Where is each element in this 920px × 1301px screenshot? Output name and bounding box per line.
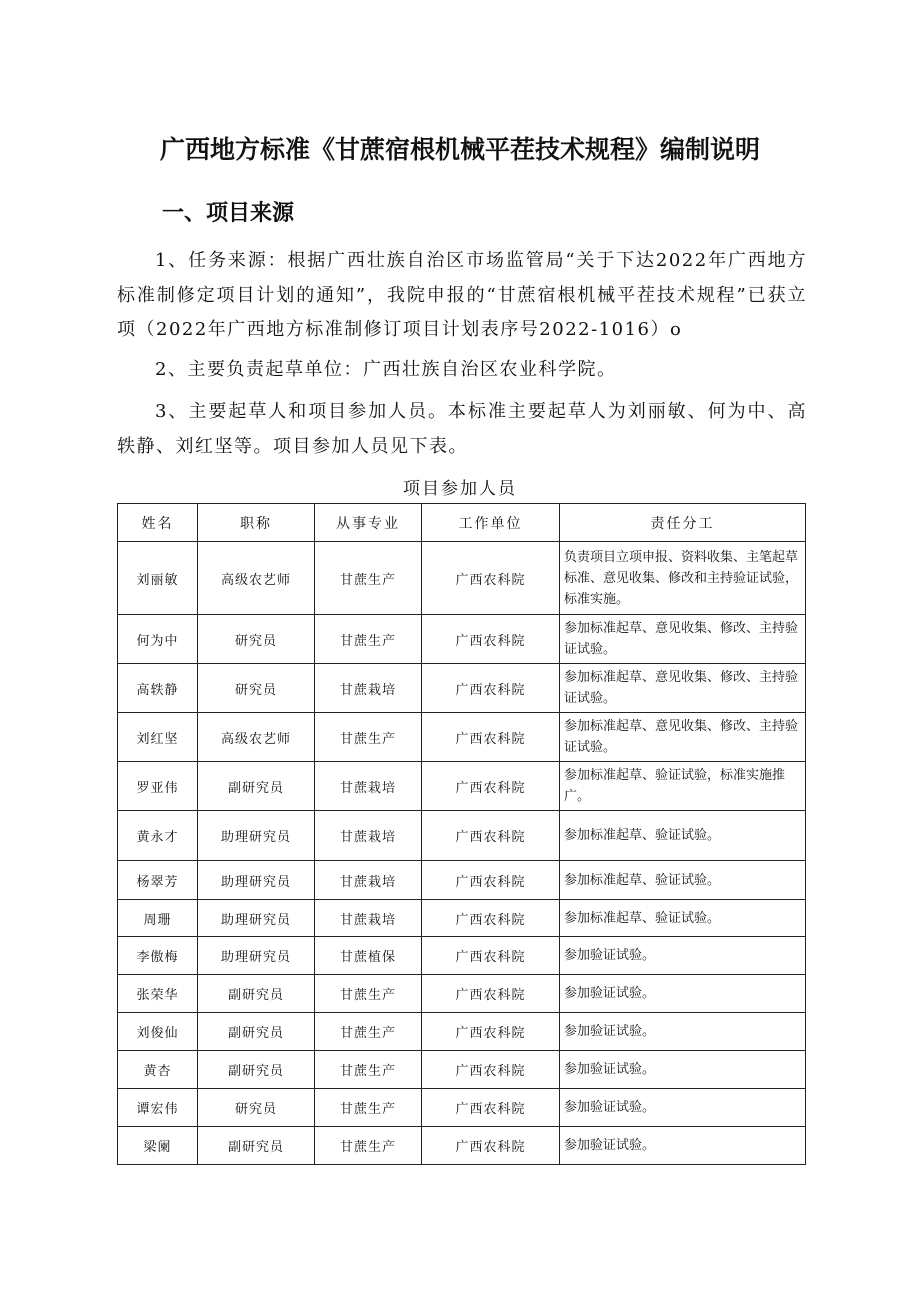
cell-major: 甘蔗生产	[315, 713, 422, 762]
cell-duty: 参加验证试验。	[560, 1127, 806, 1165]
header-name: 姓名	[118, 504, 198, 542]
cell-major: 甘蔗栽培	[315, 664, 422, 713]
cell-name: 张荣华	[118, 975, 198, 1013]
cell-title: 研究员	[198, 615, 315, 664]
cell-duty: 参加验证试验。	[560, 937, 806, 975]
cell-title: 助理研究员	[198, 937, 315, 975]
cell-title: 高级农艺师	[198, 542, 315, 615]
header-unit: 工作单位	[422, 504, 560, 542]
document-title: 广西地方标准《甘蔗宿根机械平茬技术规程》编制说明	[159, 135, 760, 164]
cell-unit: 广西农科院	[422, 1051, 560, 1089]
header-duty: 责任分工	[560, 504, 806, 542]
participants-table	[117, 503, 806, 1165]
table-row	[118, 1013, 806, 1051]
cell-major: 甘蔗栽培	[315, 811, 422, 861]
cell-name: 李傲梅	[118, 937, 198, 975]
cell-unit: 广西农科院	[422, 762, 560, 811]
cell-unit: 广西农科院	[422, 937, 560, 975]
cell-unit: 广西农科院	[422, 542, 560, 615]
cell-title: 研究员	[198, 664, 315, 713]
cell-unit: 广西农科院	[422, 615, 560, 664]
cell-unit: 广西农科院	[422, 713, 560, 762]
table-row	[118, 811, 806, 861]
cell-unit: 广西农科院	[422, 1089, 560, 1127]
cell-major: 甘蔗生产	[315, 615, 422, 664]
cell-major: 甘蔗生产	[315, 1013, 422, 1051]
cell-duty: 参加标准起草、意见收集、修改、主持验证试验。	[560, 713, 806, 762]
table-row	[118, 713, 806, 762]
cell-duty: 参加验证试验。	[560, 1051, 806, 1089]
cell-name: 刘俊仙	[118, 1013, 198, 1051]
cell-duty: 负责项目立项申报、资料收集、主笔起草标准、意见收集、修改和主持验证试验，标准实施。	[560, 542, 806, 615]
table-row	[118, 1127, 806, 1165]
cell-unit: 广西农科院	[422, 1127, 560, 1165]
section-heading-project-source: 一、项目来源	[162, 201, 295, 226]
table-row	[118, 615, 806, 664]
table-row	[118, 1089, 806, 1127]
table-header-row	[118, 504, 806, 542]
cell-name: 高轶静	[118, 664, 198, 713]
cell-duty: 参加验证试验。	[560, 975, 806, 1013]
cell-name: 周珊	[118, 900, 198, 937]
cell-unit: 广西农科院	[422, 1013, 560, 1051]
cell-name: 罗亚伟	[118, 762, 198, 811]
cell-title: 助理研究员	[198, 811, 315, 861]
cell-title: 助理研究员	[198, 900, 315, 937]
table-row	[118, 975, 806, 1013]
table-row	[118, 900, 806, 937]
cell-title: 研究员	[198, 1089, 315, 1127]
cell-duty: 参加标准起草、意见收集、修改、主持验证试验。	[560, 615, 806, 664]
cell-unit: 广西农科院	[422, 811, 560, 861]
header-title: 职称	[198, 504, 315, 542]
cell-unit: 广西农科院	[422, 664, 560, 713]
cell-title: 副研究员	[198, 1127, 315, 1165]
cell-title: 高级农艺师	[198, 713, 315, 762]
paragraph-task-source: 1、任务来源：根据广西壮族自治区市场监管局“关于下达2022年广西地方标准制修定项目计划的通知”，我院申报的“甘蔗宿根机械平茬技术规程”已获立项（2022年广西地方标准制修订项目计划表序号2022-1016）o	[117, 250, 807, 340]
cell-duty: 参加验证试验。	[560, 1089, 806, 1127]
cell-duty: 参加验证试验。	[560, 1013, 806, 1051]
cell-major: 甘蔗生产	[315, 1089, 422, 1127]
cell-duty: 参加标准起草、验证试验。	[560, 861, 806, 900]
cell-unit: 广西农科院	[422, 900, 560, 937]
cell-name: 刘丽敏	[118, 542, 198, 615]
header-major: 从事专业	[315, 504, 422, 542]
cell-major: 甘蔗栽培	[315, 762, 422, 811]
cell-name: 黄杏	[118, 1051, 198, 1089]
table-row	[118, 762, 806, 811]
cell-name: 梁阑	[118, 1127, 198, 1165]
cell-duty: 参加标准起草、意见收集、修改、主持验证试验。	[560, 664, 806, 713]
cell-name: 杨翠芳	[118, 861, 198, 900]
table-row	[118, 937, 806, 975]
cell-title: 副研究员	[198, 1013, 315, 1051]
cell-major: 甘蔗生产	[315, 975, 422, 1013]
table-row	[118, 861, 806, 900]
table-row	[118, 542, 806, 615]
cell-major: 甘蔗栽培	[315, 900, 422, 937]
cell-major: 甘蔗植保	[315, 937, 422, 975]
table-row	[118, 1051, 806, 1089]
cell-title: 助理研究员	[198, 861, 315, 900]
cell-major: 甘蔗生产	[315, 1051, 422, 1089]
table-caption: 项目参加人员	[403, 479, 517, 499]
cell-name: 谭宏伟	[118, 1089, 198, 1127]
cell-duty: 参加标准起草、验证试验。	[560, 900, 806, 937]
cell-name: 刘红坚	[118, 713, 198, 762]
cell-unit: 广西农科院	[422, 975, 560, 1013]
cell-name: 何为中	[118, 615, 198, 664]
cell-title: 副研究员	[198, 762, 315, 811]
cell-name: 黄永才	[118, 811, 198, 861]
cell-title: 副研究员	[198, 1051, 315, 1089]
cell-major: 甘蔗栽培	[315, 861, 422, 900]
cell-duty: 参加标准起草、验证试验。	[560, 811, 806, 861]
cell-unit: 广西农科院	[422, 861, 560, 900]
cell-duty: 参加标准起草、验证试验，标准实施推广。	[560, 762, 806, 811]
table-row	[118, 664, 806, 713]
paragraph-drafters: 3、主要起草人和项目参加人员。本标准主要起草人为刘丽敏、何为中、高轶静、刘红坚等。项目参加人员见下表。	[117, 401, 807, 457]
cell-title: 副研究员	[198, 975, 315, 1013]
paragraph-drafting-unit: 2、主要负责起草单位：广西壮族自治区农业科学院。	[155, 359, 617, 380]
cell-major: 甘蔗生产	[315, 542, 422, 615]
cell-major: 甘蔗生产	[315, 1127, 422, 1165]
